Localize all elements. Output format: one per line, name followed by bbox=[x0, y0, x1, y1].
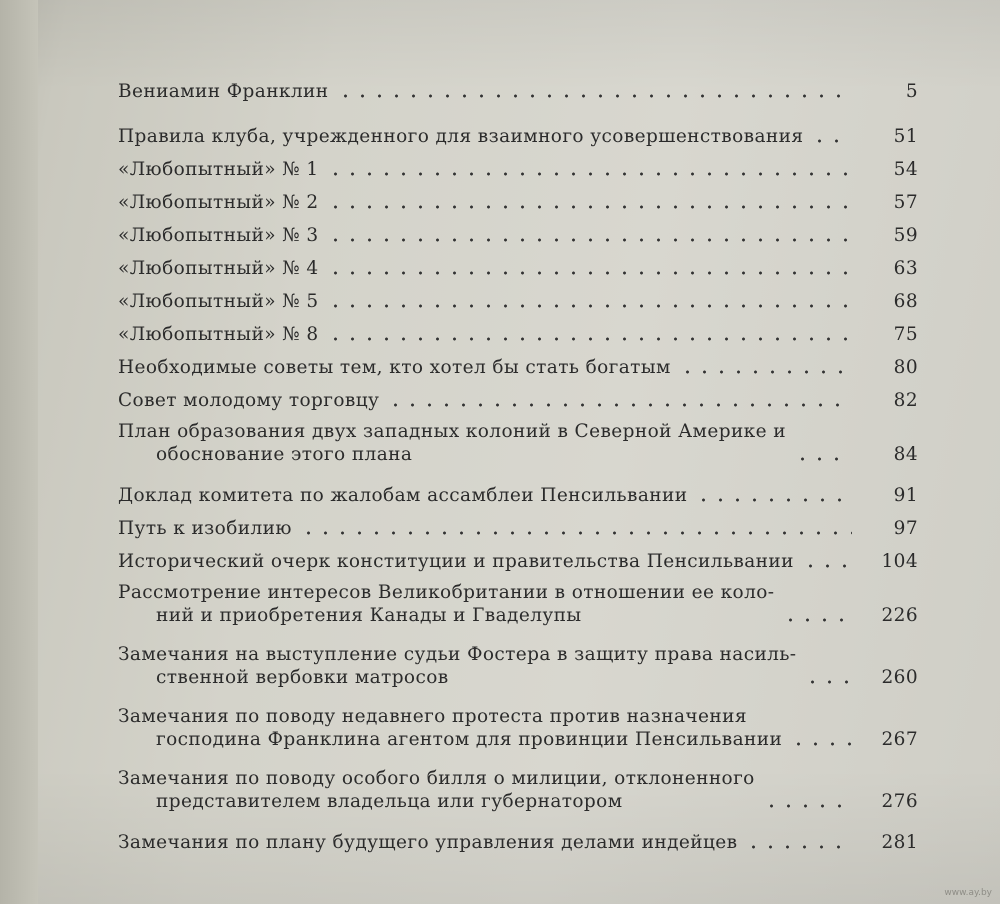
toc-entry-title-line: «Любопытный» № 2 bbox=[118, 192, 319, 213]
toc-entry-title bbox=[118, 158, 319, 181]
toc-entry-title bbox=[118, 323, 319, 346]
toc-entry-title-continuation: господина Франклина агентом для провинции Пенсильвании bbox=[156, 729, 783, 750]
toc-entry-title-line: Замечания по плану будущего управления делами индейцев bbox=[118, 832, 738, 853]
dot-leader bbox=[327, 304, 852, 308]
toc-entry bbox=[118, 540, 918, 573]
dot-leader bbox=[327, 337, 852, 341]
table-of-contents bbox=[118, 70, 918, 854]
toc-entry-title bbox=[118, 643, 796, 689]
page-gutter bbox=[0, 0, 38, 904]
toc-entry bbox=[118, 346, 918, 379]
toc-page-number: 68 bbox=[893, 291, 918, 312]
toc-entry-title bbox=[118, 356, 671, 379]
toc-page-number: 59 bbox=[893, 225, 918, 246]
toc-entry-title bbox=[118, 224, 319, 247]
toc-page-number: 276 bbox=[881, 791, 918, 812]
toc-entry-title bbox=[118, 705, 782, 751]
toc-entry-title bbox=[118, 550, 794, 573]
toc-entry-title-line: Замечания по поводу особого билля о милиции, отклоненного bbox=[118, 768, 755, 789]
toc-page-number: 226 bbox=[881, 605, 918, 626]
toc-entry bbox=[118, 474, 918, 507]
toc-entry-title-line: «Любопытный» № 3 bbox=[118, 225, 319, 246]
toc-entry-title-line: Правила клуба, учрежденного для взаимного усовершенствования bbox=[118, 126, 804, 147]
toc-entry-title-line: Исторический очерк конституции и правительства Пенсильвании bbox=[118, 551, 794, 572]
toc-entry bbox=[118, 412, 918, 466]
toc-entry-title-line: «Любопытный» № 4 bbox=[118, 258, 319, 279]
toc-entry-title-continuation: обоснование этого плана bbox=[156, 444, 413, 465]
toc-entry-title bbox=[118, 389, 379, 412]
dot-leader bbox=[794, 457, 852, 461]
dot-leader bbox=[804, 680, 852, 684]
toc-entry bbox=[118, 573, 918, 627]
toc-page-number: 91 bbox=[893, 485, 918, 506]
dot-leader bbox=[327, 172, 852, 176]
toc-entry-title bbox=[118, 290, 319, 313]
dot-leader bbox=[337, 94, 853, 98]
toc-entry-title bbox=[118, 420, 786, 466]
toc-page-number: 80 bbox=[893, 357, 918, 378]
toc-page-number: 260 bbox=[881, 667, 918, 688]
toc-entry-title-line: Замечания по поводу недавнего протеста против назначения bbox=[118, 706, 747, 727]
dot-leader bbox=[802, 564, 852, 568]
toc-entry-title bbox=[118, 80, 329, 103]
toc-entry-title-continuation: ственной вербовки матросов bbox=[156, 667, 449, 688]
toc-entry-title-line: Доклад комитета по жалобам ассамблеи Пенсильвании bbox=[118, 485, 688, 506]
toc-entry-title bbox=[118, 125, 803, 148]
dot-leader bbox=[763, 804, 852, 808]
dot-leader bbox=[679, 370, 852, 374]
toc-entry-title-continuation: представителем владельца или губернатором bbox=[156, 791, 623, 812]
toc-entry-title-line: Рассмотрение интересов Великобритании в отношении ее коло- bbox=[118, 582, 775, 603]
toc-entry bbox=[118, 821, 918, 854]
toc-entry-title-line: «Любопытный» № 8 bbox=[118, 324, 319, 345]
toc-page-number: 75 bbox=[893, 324, 918, 345]
toc-entry bbox=[118, 181, 918, 214]
toc-page-number: 57 bbox=[893, 192, 918, 213]
toc-page-number: 51 bbox=[893, 126, 918, 147]
toc-page-number: 63 bbox=[893, 258, 918, 279]
toc-page-number: 5 bbox=[905, 81, 918, 102]
dot-leader bbox=[327, 238, 852, 242]
dot-leader bbox=[387, 403, 852, 407]
toc-entry-title-line: «Любопытный» № 5 bbox=[118, 291, 319, 312]
dot-leader bbox=[300, 531, 852, 535]
toc-entry bbox=[118, 379, 918, 412]
toc-entry bbox=[118, 697, 918, 751]
toc-page-number: 97 bbox=[893, 518, 918, 539]
toc-entry bbox=[118, 247, 918, 280]
toc-entry-title-line: «Любопытный» № 1 bbox=[118, 159, 319, 180]
dot-leader bbox=[811, 139, 852, 143]
dot-leader bbox=[327, 205, 852, 209]
dot-leader bbox=[782, 618, 852, 622]
toc-entry-title bbox=[118, 191, 319, 214]
dot-leader bbox=[790, 742, 852, 746]
toc-entry bbox=[118, 280, 918, 313]
toc-entry bbox=[118, 313, 918, 346]
toc-entry-title bbox=[118, 484, 687, 507]
toc-entry-title bbox=[118, 581, 774, 627]
toc-entry-title-line: Замечания на выступление судьи Фостера в защиту права насиль- bbox=[118, 644, 797, 665]
dot-leader bbox=[327, 271, 852, 275]
toc-entry-title-line: Необходимые советы тем, кто хотел бы стать богатым bbox=[118, 357, 671, 378]
dot-leader bbox=[695, 498, 852, 502]
toc-entry bbox=[118, 635, 918, 689]
toc-entry bbox=[118, 70, 918, 103]
toc-entry-title-line: Вениамин Франклин bbox=[118, 81, 329, 102]
toc-page-number: 82 bbox=[893, 390, 918, 411]
dot-leader bbox=[745, 845, 852, 849]
toc-entry bbox=[118, 214, 918, 247]
toc-entry-title-line: Совет молодому торговцу bbox=[118, 390, 380, 411]
toc-page-number: 84 bbox=[893, 444, 918, 465]
toc-entry-title-line: План образования двух западных колоний в Северной Америке и bbox=[118, 421, 786, 442]
watermark: www.ay.by bbox=[944, 888, 992, 898]
toc-entry-title bbox=[118, 767, 755, 813]
toc-entry-title bbox=[118, 257, 319, 280]
toc-entry bbox=[118, 148, 918, 181]
toc-page-number: 54 bbox=[893, 159, 918, 180]
toc-entry bbox=[118, 507, 918, 540]
toc-page-number: 281 bbox=[881, 832, 918, 853]
toc-entry-title bbox=[118, 831, 737, 854]
toc-entry-title bbox=[118, 517, 292, 540]
toc-entry-title-line: Путь к изобилию bbox=[118, 518, 292, 539]
toc-page-number: 104 bbox=[881, 551, 918, 572]
toc-entry bbox=[118, 759, 918, 813]
toc-entry bbox=[118, 115, 918, 148]
toc-entry-title-continuation: ний и приобретения Канады и Гваделупы bbox=[156, 605, 582, 626]
toc-page-number: 267 bbox=[881, 729, 918, 750]
